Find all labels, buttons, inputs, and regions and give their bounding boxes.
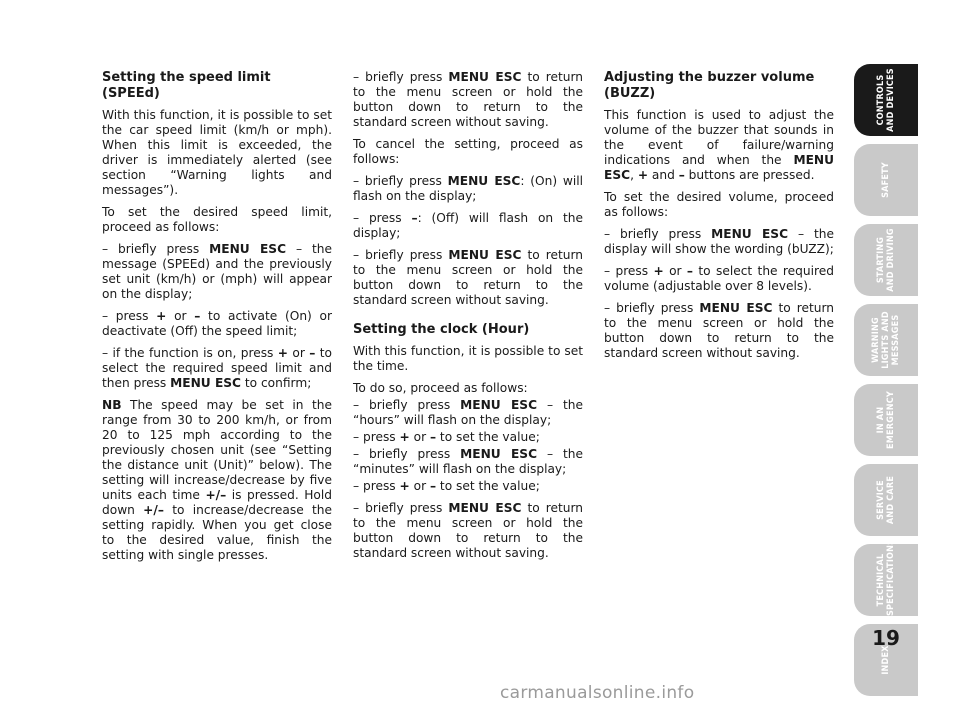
key-label: MENU ESC bbox=[447, 174, 521, 188]
note-paragraph: NB The speed may be set in the range from 30 to 200 km/h, or from 20 to 125 mph according to the previously chosen unit (see “Setting the distance unit (Unit)” below). The setting will increase/decrease by five units each time +/– is pressed. Hold down +/– to increase/decrease the setting rapidly. When you get close to the desired value, finish the setting with single presses. bbox=[102, 398, 333, 562]
step-item: – briefly press MENU ESC to return to the menu screen or hold the button down to return to the standard screen without saving. bbox=[353, 70, 583, 129]
section-tabs bbox=[854, 64, 918, 704]
paragraph: This function is used to adjust the volume of the buzzer that sounds in the event of failure/warning indications and when the MENU ESC, + and – buttons are pressed. bbox=[604, 108, 834, 182]
tab-index[interactable]: INDEX bbox=[854, 624, 918, 696]
step-item: – if the function is on, press + or – to select the required speed limit and then press MENU ESC to confirm; bbox=[102, 346, 333, 390]
paragraph: To set the desired volume, proceed as follows: bbox=[604, 190, 834, 219]
paragraph: To cancel the setting, proceed as follows: bbox=[353, 137, 583, 166]
section-heading-clock: Setting the clock (Hour) bbox=[353, 322, 530, 337]
step-item: – press + or – to set the value; bbox=[353, 479, 540, 493]
key-label: MENU ESC bbox=[699, 301, 773, 315]
tab-technical-specifications[interactable]: TECHNICAL SPECIFICATIONS bbox=[854, 544, 918, 616]
tab-warning-lights-and-messages[interactable]: WARNING LIGHTS AND MESSAGES bbox=[854, 304, 918, 376]
page-number: 19 bbox=[872, 626, 900, 650]
tab-starting-and-driving[interactable]: STARTING AND DRIVING bbox=[854, 224, 918, 296]
step-item: – briefly press MENU ESC to return to the menu screen or hold the button down to return to the standard screen without saving. bbox=[353, 248, 583, 307]
step-item: – briefly press MENU ESC – the “hours” will flash on the display; bbox=[353, 398, 583, 427]
tab-safety[interactable]: SAFETY bbox=[854, 144, 918, 216]
step-item: – press + or – to select the required volume (adjustable over 8 levels). bbox=[604, 264, 834, 293]
tab-service-and-care[interactable]: SERVICE AND CARE bbox=[854, 464, 918, 536]
key-label: MENU ESC bbox=[209, 242, 287, 256]
key-label: MENU ESC bbox=[711, 227, 789, 241]
key-label: MENU ESC bbox=[448, 248, 522, 262]
section-heading-speed-limit: Setting the speed limit (SPEEd) bbox=[102, 70, 271, 101]
paragraph: With this function, it is possible to set the car speed limit (km/h or mph). When this limit is exceeded, the driver is immediately alerted (see section “Warning lights and messages”). bbox=[102, 108, 332, 197]
paragraph: To do so, proceed as follows: bbox=[353, 381, 528, 395]
step-item: – briefly press MENU ESC – the message (SPEEd) and the previously set unit (km/h) or (mph) will appear on the display; bbox=[102, 242, 332, 301]
key-label: MENU ESC bbox=[604, 153, 834, 182]
step-item: – briefly press MENU ESC – the “minutes” will flash on the display; bbox=[353, 447, 583, 476]
step-item: – briefly press MENU ESC to return to the menu screen or hold the button down to return to the standard screen without saving. bbox=[604, 301, 834, 360]
tab-controls-and-devices[interactable]: CONTROLS AND DEVICES bbox=[854, 64, 918, 136]
paragraph: To set the desired speed limit, proceed as follows: bbox=[102, 205, 332, 234]
key-label: MENU ESC bbox=[460, 447, 538, 461]
section-heading-buzzer: Adjusting the buzzer volume (BUZZ) bbox=[604, 70, 815, 101]
key-label: MENU ESC bbox=[448, 501, 522, 515]
column-speed-limit bbox=[102, 70, 332, 570]
step-item: – press –: (Off) will flash on the display; bbox=[353, 211, 583, 240]
step-item: – briefly press MENU ESC to return to the menu screen or hold the button down to return to the standard screen without saving. bbox=[353, 501, 583, 560]
key-label: MENU ESC bbox=[170, 376, 241, 390]
column-buzzer bbox=[604, 70, 834, 368]
column-clock bbox=[353, 70, 583, 568]
tab-in-an-emergency[interactable]: IN AN EMERGENCY bbox=[854, 384, 918, 456]
step-item: – briefly press MENU ESC – the display will show the wording (bUZZ); bbox=[604, 227, 834, 256]
paragraph: With this function, it is possible to set the time. bbox=[353, 344, 583, 373]
step-item: – press + or – to activate (On) or deactivate (Off) the speed limit; bbox=[102, 309, 332, 338]
key-label: MENU ESC bbox=[448, 70, 522, 84]
step-item: – press + or – to set the value; bbox=[353, 430, 540, 444]
key-label: MENU ESC bbox=[460, 398, 538, 412]
step-item: – briefly press MENU ESC: (On) will flash on the display; bbox=[353, 174, 583, 203]
watermark: carmanualsonline.info bbox=[500, 683, 695, 703]
